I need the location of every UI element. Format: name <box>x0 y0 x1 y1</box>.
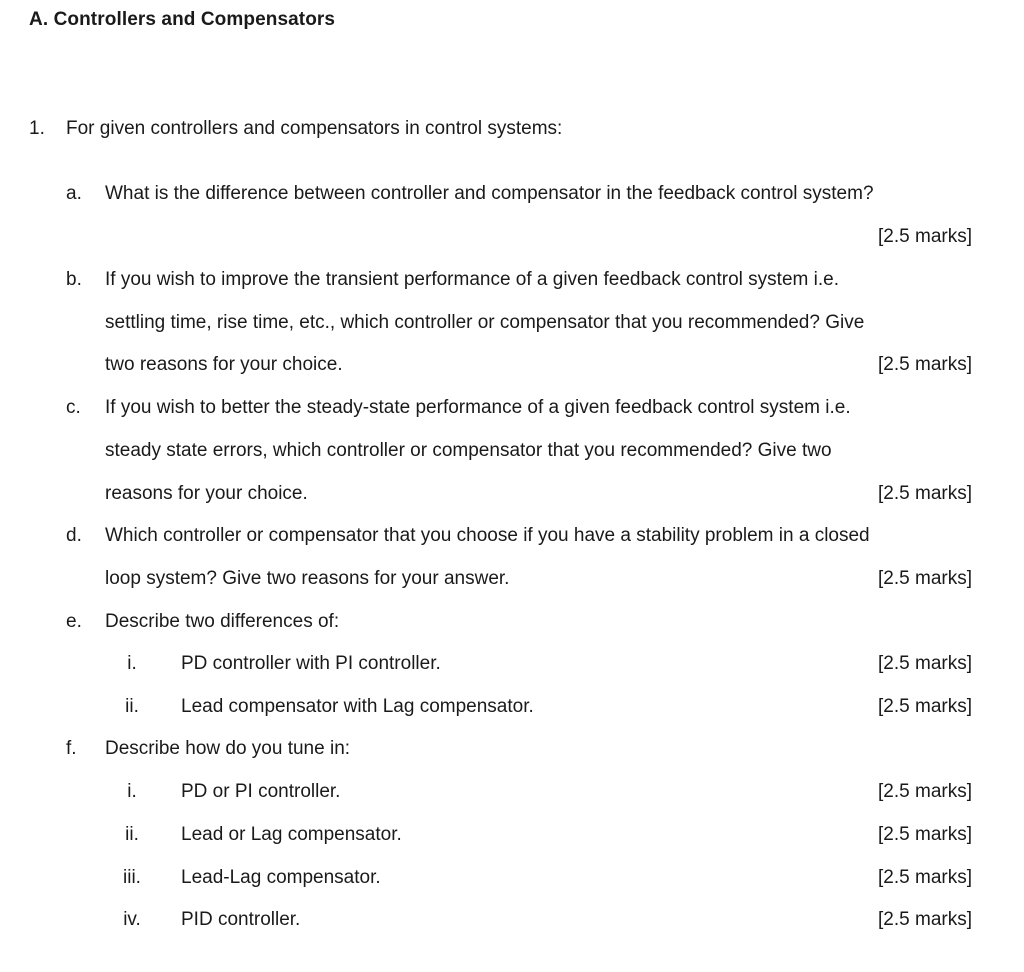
part-e-label: e. <box>66 611 82 632</box>
part-b-line1: If you wish to improve the transient performance of a given feedback control system i.e. <box>105 269 839 290</box>
part-f-sub-ii-text: Lead or Lag compensator. <box>181 824 402 845</box>
part-f-sub-iv-label: iv. <box>123 909 141 930</box>
part-f-sub-iv-text: PID controller. <box>181 909 301 930</box>
part-f-sub-iii-label: iii. <box>123 867 141 888</box>
part-c-label: c. <box>66 397 81 418</box>
part-e-sub-ii-text: Lead compensator with Lag compensator. <box>181 696 534 717</box>
part-d-line2: loop system? Give two reasons for your answer. <box>105 568 510 589</box>
part-a-text: What is the difference between controller and compensator in the feedback control system? <box>105 183 874 204</box>
part-c-line1: If you wish to better the steady-state performance of a given feedback control system i.e. <box>105 397 851 418</box>
part-e-sub-i-marks: [2.5 marks] <box>878 653 972 674</box>
part-e-sub-i-text: PD controller with PI controller. <box>181 653 441 674</box>
part-b-line3: two reasons for your choice. <box>105 354 343 375</box>
part-f-sub-i-marks: [2.5 marks] <box>878 781 972 802</box>
part-f-sub-i-text: PD or PI controller. <box>181 781 341 802</box>
part-b-marks: [2.5 marks] <box>878 354 972 375</box>
part-d-label: d. <box>66 525 82 546</box>
part-e-sub-ii-marks: [2.5 marks] <box>878 696 972 717</box>
part-b-label: b. <box>66 269 82 290</box>
part-e-sub-ii-label: ii. <box>125 696 139 717</box>
part-f-text: Describe how do you tune in: <box>105 738 351 759</box>
part-f-sub-i-label: i. <box>127 781 137 802</box>
part-f-sub-iv-marks: [2.5 marks] <box>878 909 972 930</box>
part-c-line2: steady state errors, which controller or compensator that you recommended? Give two <box>105 440 832 461</box>
part-f-sub-ii-marks: [2.5 marks] <box>878 824 972 845</box>
part-e-sub-i-label: i. <box>127 653 137 674</box>
part-b-line2: settling time, rise time, etc., which controller or compensator that you recommended? Give <box>105 312 865 333</box>
part-f-label: f. <box>66 738 77 759</box>
part-f-sub-iii-text: Lead-Lag compensator. <box>181 867 381 888</box>
part-a-marks: [2.5 marks] <box>878 226 972 247</box>
part-c-marks: [2.5 marks] <box>878 483 972 504</box>
question-text: For given controllers and compensators in control systems: <box>66 118 563 139</box>
part-f-sub-iii-marks: [2.5 marks] <box>878 867 972 888</box>
part-d-line1: Which controller or compensator that you choose if you have a stability problem in a closed <box>105 525 870 546</box>
section-heading: A. Controllers and Compensators <box>29 9 336 30</box>
question-number: 1. <box>29 118 45 139</box>
part-a-label: a. <box>66 183 82 204</box>
part-e-text: Describe two differences of: <box>105 611 340 632</box>
part-c-line3: reasons for your choice. <box>105 483 308 504</box>
part-f-sub-ii-label: ii. <box>125 824 139 845</box>
part-d-marks: [2.5 marks] <box>878 568 972 589</box>
